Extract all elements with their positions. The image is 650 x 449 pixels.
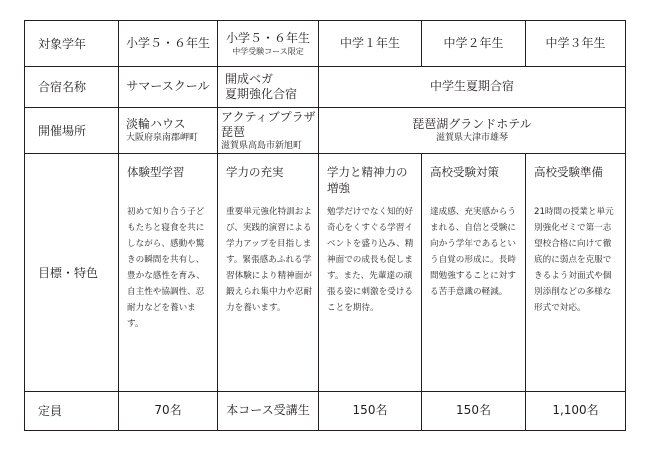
goal-col-5 [526,154,626,392]
goal-title: 高校受験対策 [430,165,499,180]
capacity-col-3: 150名 [319,391,422,430]
goal-col-3 [319,154,422,392]
goal-body: 初めて知り合う子どもたちと寝食を共にしながら、感動や驚きの瞬間を共有し、豊かな感性を育み、自主性や協調性、忍耐力などを養います。 [127,207,205,330]
capacity-row [25,391,626,430]
camp-info-table [24,20,626,431]
grade-col-2 [218,21,319,67]
venue-label: 開催場所 [25,107,119,154]
grade-text: 小学５・６年生 [125,35,210,50]
grade-col-1 [119,21,218,67]
grade-col-5 [526,21,626,67]
grade-text: 中学３年生 [545,35,606,50]
grade-row [25,21,626,67]
goal-title: 学力の充実 [226,165,284,180]
goal-body: 達成感、充実感からうまれる、自信と受験に向かう学年であるという自覚の形成に。長時間勉強することに対する苦手意識の軽減。 [430,207,516,298]
camp-name-label: 合宿名称 [25,66,119,107]
venue-address: 大阪府泉南郡岬町 [126,133,199,144]
goals-label: 目標・特色 [25,154,119,392]
grade-col-3 [319,21,422,67]
goal-col-2 [218,154,319,392]
capacity-col-1: 70名 [119,391,218,430]
goal-col-4 [422,154,526,392]
capacity-col-4: 150名 [422,391,526,430]
goal-body: 21時間の授業と単元別強化ゼミで第一志望校合格に向けて徹底的に弱点を克服できるよう対面式や個別添削などの多様な形式で対応。 [534,207,614,314]
goal-body: 勉学だけでなく知的好奇心をくすぐる学習イベントを盛り込み、精神面での成長も促します。また、先輩達の頑張る姿に刺激を受けることを期待。 [327,207,414,314]
grade-col-4 [422,21,526,67]
camp-name-row [25,66,626,107]
capacity-label: 定員 [25,391,119,430]
venue-col-1 [119,107,218,154]
venue-address: 滋賀県大津市雄琴 [435,133,508,144]
capacity-col-2: 本コース受講生 [218,391,319,430]
goal-body: 重要単元強化特訓および、実践的演習による学力アップを目指します。緊張感あふれる学習体験により精神面が鍛えられ集中力や忍耐力を養います。 [226,207,312,314]
goal-col-1 [119,154,218,392]
goal-title: 高校受験準備 [534,165,603,180]
capacity-col-5: 1,100名 [526,391,626,430]
venue-row [25,107,626,154]
camp-name-col-345: 中学生夏期合宿 [319,66,626,107]
grade-label: 対象学年 [25,21,119,67]
goals-row [25,154,626,392]
grade-text: 小学５・６年生 [225,30,310,45]
camp-name-line: 開成ベガ [225,71,274,86]
goal-title: 体験型学習 [127,165,185,180]
venue-name: 淡輪ハウス [126,117,186,132]
grade-note: 中学受験コース限定 [232,46,304,56]
camp-name-col-1: サマースクール [119,66,218,107]
goal-title: 学力と精神力の増強 [327,165,408,196]
venue-name: アクティブプラザ琵琶 [221,109,316,139]
grade-text: 中学１年生 [339,35,400,50]
camp-name-col-2 [218,66,319,107]
venue-col-345 [319,107,626,154]
camp-name-line: 夏期強化合宿 [225,86,298,101]
grade-text: 中学２年生 [443,35,504,50]
venue-col-2 [218,107,319,154]
venue-name: 琵琶湖グランドホテル [412,117,532,132]
venue-address: 滋賀県高島市新旭町 [221,140,303,151]
